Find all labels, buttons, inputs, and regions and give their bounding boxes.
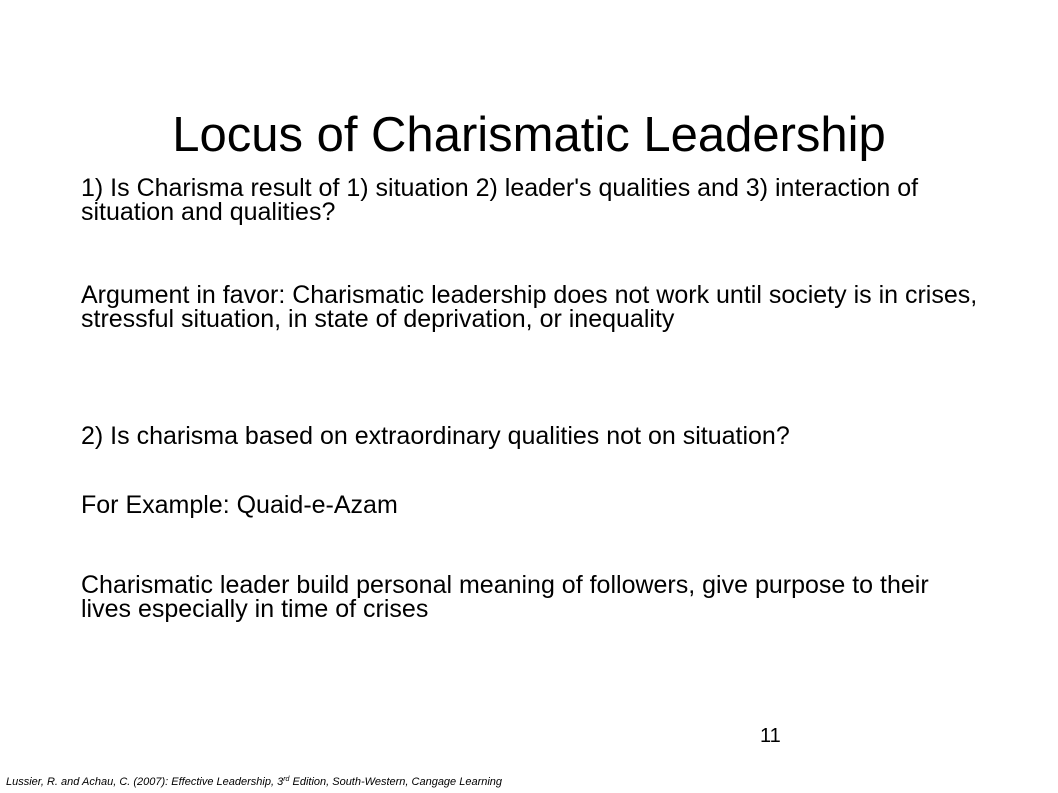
argument-paragraph: Argument in favor: Charismatic leadership does not work until society is in crises, stressful situation, in state of deprivation, or inequality (81, 281, 978, 333)
page-number: 11 (760, 725, 781, 747)
example-paragraph: For Example: Quaid-e-Azam (81, 491, 398, 519)
citation-text: Lussier, R. and Achau, C. (2007): Effective Leadership, 3 (6, 776, 284, 788)
conclusion-paragraph: Charismatic leader build personal meaning of followers, give purpose to their lives especially in time of crises (81, 571, 929, 623)
question-2-paragraph: 2) Is charisma based on extraordinary qualities not on situation? (81, 422, 790, 450)
question-1-paragraph: 1) Is Charisma result of 1) situation 2) leader's qualities and 3) interaction of situation and qualities? (81, 174, 919, 226)
citation-superscript: rd (283, 776, 290, 783)
citation-text-end: Edition, South-Western, Cangage Learning (289, 776, 503, 788)
citation (6, 773, 502, 789)
slide-title: Locus of Charismatic Leadership (172, 108, 886, 162)
